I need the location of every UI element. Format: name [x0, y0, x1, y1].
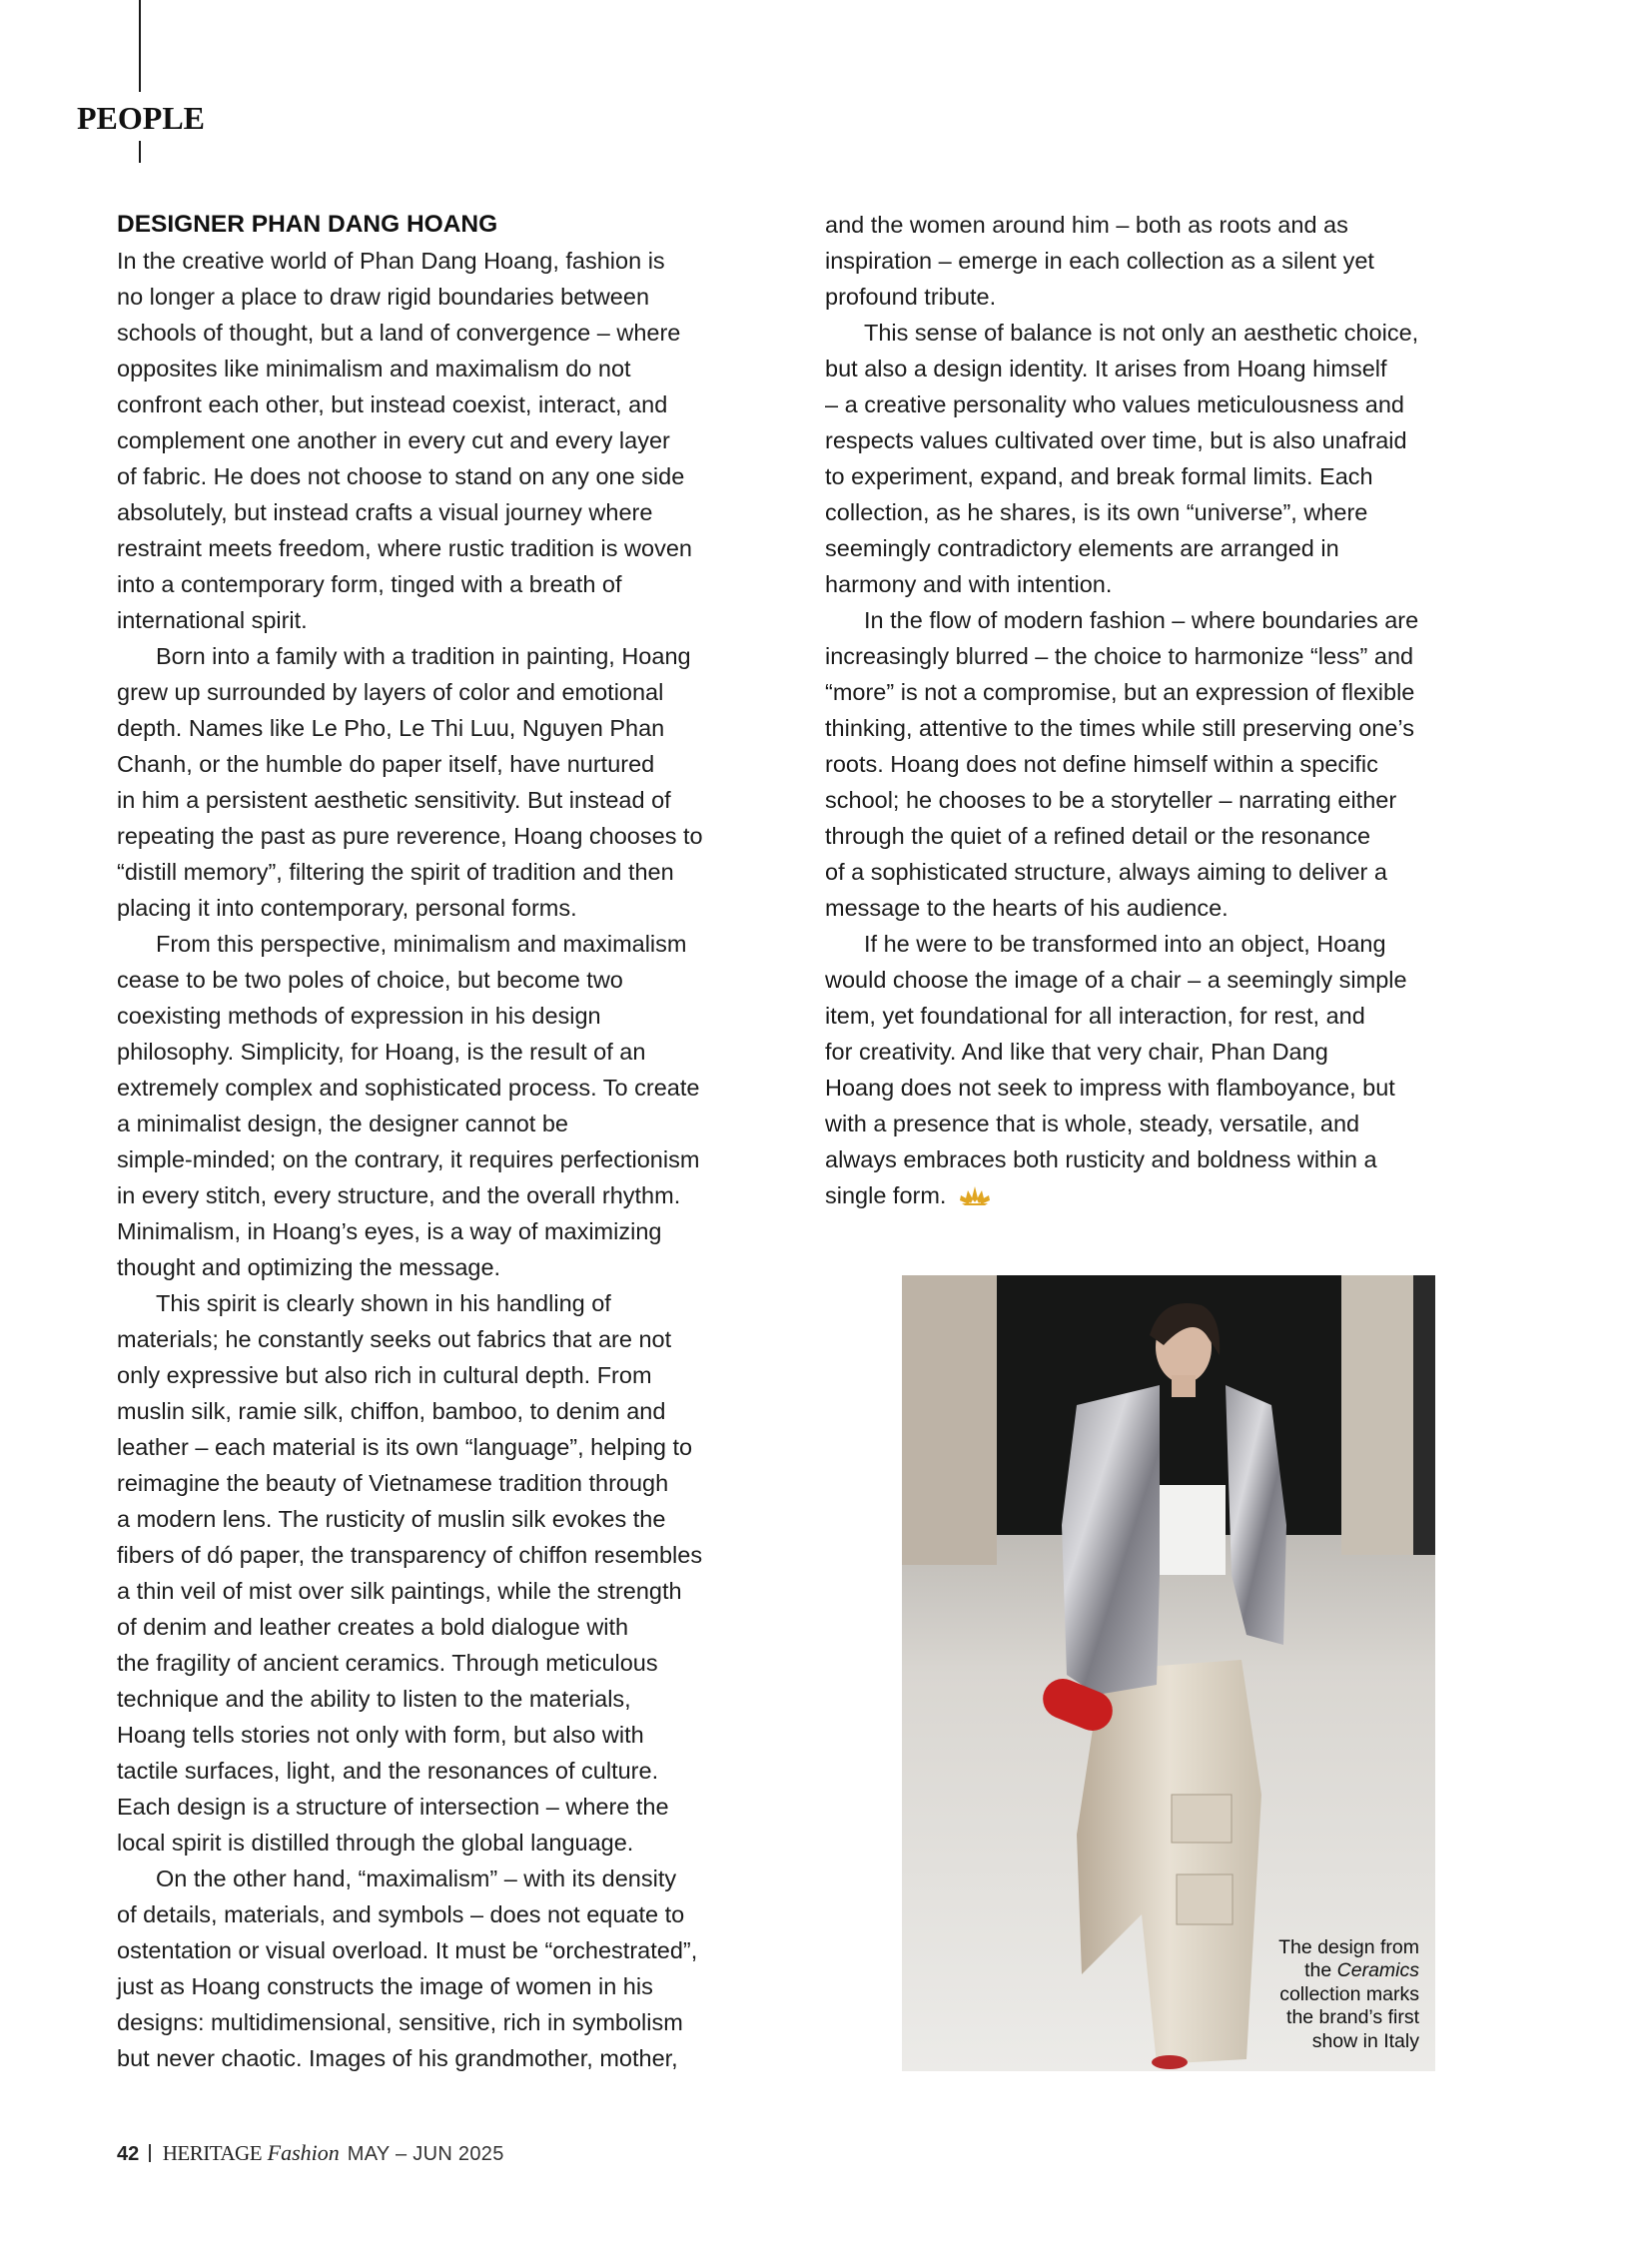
- text-line: [825, 962, 1524, 998]
- text-line-content: In the creative world of Phan Dang Hoang, fashion is: [117, 248, 665, 274]
- text-line-content: opposites like minimalism and maximalism do not: [117, 356, 631, 381]
- text-line-content: restraint meets freedom, where rustic tradition is woven: [117, 535, 692, 561]
- text-line: [117, 1861, 816, 1896]
- text-line: [825, 386, 1524, 422]
- section-label: PEOPLE: [77, 100, 206, 136]
- text-line: [117, 386, 816, 422]
- text-line-content: technique and the ability to listen to the materials,: [117, 1686, 631, 1712]
- text-line: [117, 1213, 816, 1249]
- text-line: [825, 818, 1524, 854]
- text-line: [117, 674, 816, 710]
- text-line: [825, 854, 1524, 890]
- text-line-content: into a contemporary form, tinged with a breath of: [117, 571, 622, 597]
- text-line: [117, 1681, 816, 1717]
- text-line-content: respects values cultivated over time, but is also unafraid: [825, 427, 1407, 453]
- article-column-right: [825, 207, 1524, 1213]
- text-line-content: simple-minded; on the contrary, it requires perfectionism: [117, 1146, 700, 1172]
- text-line-content: reimagine the beauty of Vietnamese tradition through: [117, 1470, 669, 1496]
- text-line: [117, 351, 816, 386]
- text-line-content: schools of thought, but a land of convergence – where: [117, 320, 681, 346]
- text-line: [117, 1896, 816, 1932]
- text-line-content: increasingly blurred – the choice to harmonize “less” and: [825, 643, 1414, 669]
- text-line-content: profound tribute.: [825, 284, 997, 310]
- text-line-content: with a presence that is whole, steady, versatile, and: [825, 1111, 1360, 1136]
- text-line: [825, 1034, 1524, 1070]
- text-line-content: Hoang does not seek to impress with flamboyance, but: [825, 1075, 1395, 1101]
- text-line-content: ostentation or visual overload. It must be “orchestrated”,: [117, 1937, 698, 1963]
- section-rule-top: [139, 0, 141, 92]
- text-line: [825, 1070, 1524, 1106]
- text-line: [117, 818, 816, 854]
- text-line: [117, 422, 816, 458]
- text-line-content: designs: multidimensional, sensitive, rich in symbolism: [117, 2009, 683, 2035]
- text-line: [117, 1106, 816, 1141]
- text-line-content: roots. Hoang does not define himself within a specific: [825, 751, 1378, 777]
- text-line: [117, 2004, 816, 2040]
- text-line-content: of denim and leather creates a bold dialogue with: [117, 1614, 629, 1640]
- caption-text: show in Italy: [1311, 2029, 1419, 2052]
- caption-text: The design from: [1278, 1935, 1419, 1958]
- model-neck: [1172, 1375, 1196, 1397]
- runway-photo: [902, 1275, 1435, 2071]
- text-line-content: but also a design identity. It arises from Hoang himself: [825, 356, 1387, 381]
- text-line-content: complement one another in every cut and every layer: [117, 427, 670, 453]
- text-line-content: absolutely, but instead crafts a visual journey where: [117, 499, 653, 525]
- text-line-content: harmony and with intention.: [825, 571, 1113, 597]
- text-line: [117, 1034, 816, 1070]
- text-line: [825, 351, 1524, 386]
- text-line: [117, 243, 816, 279]
- text-line-content: muslin silk, ramie silk, chiffon, bamboo, to denim and: [117, 1398, 666, 1424]
- white-bandeau-top: [1160, 1485, 1226, 1575]
- text-line: [825, 674, 1524, 710]
- text-line-content: just as Hoang constructs the image of women in his: [117, 1973, 653, 1999]
- caption-line: [1278, 2030, 1419, 2054]
- page-number: 42: [117, 2143, 140, 2165]
- text-line-content: Hoang tells stories not only with form, but also with: [117, 1722, 644, 1748]
- text-line: [825, 207, 1524, 243]
- caption-line: [1278, 1959, 1419, 1983]
- cargo-pocket: [1177, 1874, 1233, 1924]
- text-line: [117, 746, 816, 782]
- text-line: [117, 2040, 816, 2076]
- text-line-content: Chanh, or the humble do paper itself, have nurtured: [117, 751, 655, 777]
- text-line: [825, 638, 1524, 674]
- text-line: [117, 1393, 816, 1429]
- text-line: [117, 1501, 816, 1537]
- text-line-content: always embraces both rusticity and boldness within a: [825, 1146, 1377, 1172]
- text-line-content: depth. Names like Le Pho, Le Thi Luu, Nguyen Phan: [117, 715, 665, 741]
- text-line: [825, 602, 1524, 638]
- red-shoe: [1152, 2055, 1188, 2069]
- text-line-content: philosophy. Simplicity, for Hoang, is the result of an: [117, 1039, 646, 1065]
- text-line-content: In the flow of modern fashion – where boundaries are: [864, 607, 1419, 633]
- text-line-content: for creativity. And like that very chair, Phan Dang: [825, 1039, 1328, 1065]
- text-line-content: in every stitch, every structure, and the overall rhythm.: [117, 1182, 681, 1208]
- caption-text: the: [1304, 1959, 1337, 1981]
- text-line: [117, 1141, 816, 1177]
- footer-separator: [149, 2144, 151, 2162]
- text-line: [117, 458, 816, 494]
- text-line-content: – a creative personality who values meticulousness and: [825, 391, 1404, 417]
- text-line-content: local spirit is distilled through the global language.: [117, 1830, 634, 1856]
- section-rule-bottom: [139, 141, 141, 163]
- left-pillar: [902, 1275, 997, 1565]
- text-line: [117, 494, 816, 530]
- text-line-content: the fragility of ancient ceramics. Through meticulous: [117, 1650, 658, 1676]
- text-line: [117, 1968, 816, 2004]
- text-line-content: in him a persistent aesthetic sensitivity. But instead of: [117, 787, 671, 813]
- text-line-content: message to the hearts of his audience.: [825, 895, 1229, 921]
- text-line: [825, 1177, 1524, 1213]
- text-line: [117, 1429, 816, 1465]
- text-line: [117, 1645, 816, 1681]
- caption-collection-name: Ceramics: [1336, 1959, 1419, 1981]
- text-line-content: through the quiet of a refined detail or the resonance: [825, 823, 1371, 849]
- caption-line: [1278, 2006, 1419, 2030]
- text-line-content: On the other hand, “maximalism” – with its density: [156, 1866, 677, 1891]
- text-line-content: thinking, attentive to the times while still preserving one’s: [825, 715, 1414, 741]
- text-line-content: collection, as he shares, is its own “universe”, where: [825, 499, 1368, 525]
- text-line: [117, 1932, 816, 1968]
- text-line: [825, 998, 1524, 1034]
- text-line: [825, 243, 1524, 279]
- text-line-content: “distill memory”, filtering the spirit of tradition and then: [117, 859, 674, 885]
- text-line-content: Born into a family with a tradition in painting, Hoang: [156, 643, 691, 669]
- text-line-content: no longer a place to draw rigid boundaries between: [117, 284, 650, 310]
- text-line-content: Minimalism, in Hoang’s eyes, is a way of maximizing: [117, 1218, 662, 1244]
- text-line-content: leather – each material is its own “language”, helping to: [117, 1434, 693, 1460]
- text-line: [117, 1753, 816, 1789]
- right-pillar: [1341, 1275, 1413, 1555]
- text-line: [117, 710, 816, 746]
- text-line: [117, 279, 816, 315]
- text-line-content: of fabric. He does not choose to stand on any one side: [117, 463, 685, 489]
- text-line: [825, 1141, 1524, 1177]
- text-line-content: a modern lens. The rusticity of muslin silk evokes the: [117, 1506, 666, 1532]
- text-line: [117, 315, 816, 351]
- text-line-content: tactile surfaces, light, and the resonances of culture.: [117, 1758, 659, 1784]
- text-line-content: This spirit is clearly shown in his handling of: [156, 1290, 611, 1316]
- text-line: [117, 1825, 816, 1861]
- text-line-content: From this perspective, minimalism and maximalism: [156, 931, 687, 957]
- truss: [1413, 1275, 1435, 1555]
- text-line-content: “more” is not a compromise, but an expression of flexible: [825, 679, 1415, 705]
- article-column-left: [117, 207, 816, 2076]
- text-line: [117, 566, 816, 602]
- caption-text: the brand’s first: [1286, 2006, 1419, 2028]
- text-line: [117, 926, 816, 962]
- text-line: [117, 1465, 816, 1501]
- text-line: [117, 1717, 816, 1753]
- left-column-text: [117, 243, 816, 2076]
- text-line: [117, 1573, 816, 1609]
- text-line: [825, 315, 1524, 351]
- caption-line: [1278, 1936, 1419, 1960]
- text-line: [117, 782, 816, 818]
- text-line-content: cease to be two poles of choice, but become two: [117, 967, 623, 993]
- text-line-content: item, yet foundational for all interaction, for rest, and: [825, 1003, 1365, 1029]
- text-line-content: placing it into contemporary, personal forms.: [117, 895, 577, 921]
- right-column-text: [825, 207, 1524, 1213]
- text-line: [825, 422, 1524, 458]
- text-line: [117, 1609, 816, 1645]
- text-line-content: international spirit.: [117, 607, 308, 633]
- text-line: [117, 602, 816, 638]
- text-line-content: a thin veil of mist over silk paintings, while the strength: [117, 1578, 682, 1604]
- text-line: [117, 530, 816, 566]
- text-line: [825, 890, 1524, 926]
- text-line-content: of a sophisticated structure, always aiming to deliver a: [825, 859, 1387, 885]
- text-line-content: repeating the past as pure reverence, Hoang chooses to: [117, 823, 703, 849]
- article-headline: DESIGNER PHAN DANG HOANG: [117, 211, 498, 238]
- text-line-content: to experiment, expand, and break formal limits. Each: [825, 463, 1373, 489]
- text-line: [825, 926, 1524, 962]
- text-line: [117, 1321, 816, 1357]
- text-line-content: and the women around him – both as roots and as: [825, 212, 1348, 238]
- text-line-content: single form.: [825, 1182, 947, 1208]
- text-line: [117, 1177, 816, 1213]
- text-line: [825, 530, 1524, 566]
- text-line: [825, 782, 1524, 818]
- lotus-icon: [958, 1184, 992, 1206]
- text-line-content: extremely complex and sophisticated process. To create: [117, 1075, 700, 1101]
- text-line-content: of details, materials, and symbols – does not equate to: [117, 1901, 685, 1927]
- text-line: [117, 854, 816, 890]
- text-line-content: If he were to be transformed into an object, Hoang: [864, 931, 1386, 957]
- text-line: [117, 890, 816, 926]
- text-line: [825, 458, 1524, 494]
- caption-line: [1278, 1983, 1419, 2007]
- text-line-content: coexisting methods of expression in his design: [117, 1003, 601, 1029]
- text-line-content: only expressive but also rich in cultural depth. From: [117, 1362, 652, 1388]
- text-line: [825, 1106, 1524, 1141]
- text-line-content: inspiration – emerge in each collection as a silent yet: [825, 248, 1374, 274]
- text-line: [117, 1789, 816, 1825]
- text-line-content: fibers of dó paper, the transparency of chiffon resembles: [117, 1542, 703, 1568]
- text-line: [117, 1070, 816, 1106]
- text-line: [117, 638, 816, 674]
- caption-text: collection marks: [1279, 1982, 1419, 2005]
- text-line: [825, 494, 1524, 530]
- text-line-content: school; he chooses to be a storyteller – narrating either: [825, 787, 1397, 813]
- text-line: [117, 1537, 816, 1573]
- text-line-content: This sense of balance is not only an aesthetic choice,: [864, 320, 1419, 346]
- text-line: [117, 1285, 816, 1321]
- silver-blazer-left: [1062, 1385, 1160, 1695]
- text-line-content: materials; he constantly seeks out fabrics that are not: [117, 1326, 672, 1352]
- text-line-content: Each design is a structure of intersection – where the: [117, 1794, 669, 1820]
- issue-date: MAY – JUN 2025: [347, 2143, 504, 2165]
- photo-caption: [1278, 1936, 1419, 2054]
- page-footer: [117, 2141, 504, 2166]
- text-line-content: confront each other, but instead coexist, interact, and: [117, 391, 668, 417]
- text-line-content: thought and optimizing the message.: [117, 1254, 501, 1280]
- text-line-content: but never chaotic. Images of his grandmother, mother,: [117, 2045, 678, 2071]
- text-line: [117, 1357, 816, 1393]
- magazine-name: HERITAGE: [162, 2141, 263, 2165]
- text-line: [825, 710, 1524, 746]
- text-line-content: grew up surrounded by layers of color and emotional: [117, 679, 664, 705]
- text-line: [117, 1249, 816, 1285]
- cargo-pocket: [1172, 1795, 1232, 1843]
- text-line: [117, 962, 816, 998]
- text-line-content: would choose the image of a chair – a seemingly simple: [825, 967, 1407, 993]
- text-line: [825, 566, 1524, 602]
- text-line: [825, 746, 1524, 782]
- text-line-content: a minimalist design, the designer cannot be: [117, 1111, 568, 1136]
- text-line: [825, 279, 1524, 315]
- text-line-content: seemingly contradictory elements are arranged in: [825, 535, 1339, 561]
- magazine-subtitle: Fashion: [267, 2140, 340, 2165]
- text-line: [117, 998, 816, 1034]
